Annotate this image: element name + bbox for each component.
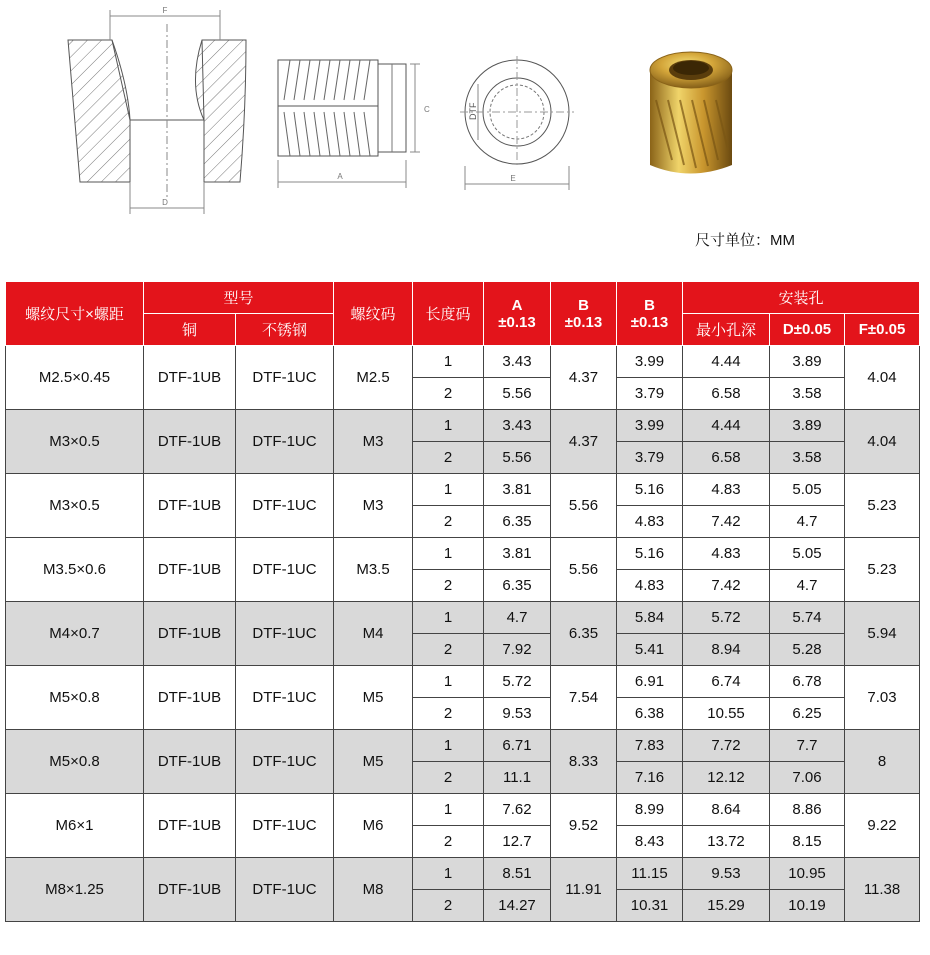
cell-length-code: 1: [413, 538, 484, 570]
cell-length-code: 1: [413, 730, 484, 762]
cell-b2: 6.38: [617, 698, 683, 730]
cell-stainless: DTF-1UC: [236, 474, 334, 538]
cell-b2: 5.16: [617, 474, 683, 506]
cell-length-code: 1: [413, 794, 484, 826]
cell-length-code: 1: [413, 410, 484, 442]
cell-b2: 7.83: [617, 730, 683, 762]
cell-size: M6×1: [6, 794, 144, 858]
cell-a: 3.81: [484, 474, 551, 506]
cell-length-code: 2: [413, 890, 484, 922]
hole-section-drawing: [68, 6, 246, 214]
header-length-code: 长度码: [413, 282, 484, 346]
cell-length-code: 2: [413, 378, 484, 410]
table-row: [6, 346, 920, 378]
cell-d: 10.19: [770, 890, 845, 922]
table-row: [6, 730, 920, 762]
cell-a: 5.56: [484, 378, 551, 410]
table-group: [6, 410, 920, 474]
table-row: [6, 666, 920, 698]
cell-d: 5.05: [770, 538, 845, 570]
header-b1: [551, 282, 617, 346]
cell-b1: 4.37: [551, 410, 617, 474]
spec-table: [5, 281, 920, 922]
cell-min-depth: 8.94: [683, 634, 770, 666]
cell-thread-code: M3.5: [334, 538, 413, 602]
cell-thread-code: M5: [334, 666, 413, 730]
cell-length-code: 2: [413, 570, 484, 602]
cell-d: 3.89: [770, 410, 845, 442]
cell-d: 3.89: [770, 346, 845, 378]
cell-b1: 9.52: [551, 794, 617, 858]
header-model: 型号: [144, 282, 334, 314]
cell-d: 6.25: [770, 698, 845, 730]
table-group: [6, 794, 920, 858]
cell-min-depth: 4.83: [683, 538, 770, 570]
cell-b2: 5.84: [617, 602, 683, 634]
cell-size: M5×0.8: [6, 666, 144, 730]
header-b1-title: B: [578, 296, 589, 314]
cell-b1: 11.91: [551, 858, 617, 922]
cell-d: 7.06: [770, 762, 845, 794]
cell-b1: 6.35: [551, 602, 617, 666]
cell-min-depth: 6.74: [683, 666, 770, 698]
cell-size: M3.5×0.6: [6, 538, 144, 602]
table-row: [6, 602, 920, 634]
cell-min-depth: 13.72: [683, 826, 770, 858]
header-b1-tol: ±0.13: [564, 313, 603, 331]
cell-d: 10.95: [770, 858, 845, 890]
cell-f: 4.04: [845, 410, 920, 474]
cell-b2: 3.99: [617, 346, 683, 378]
cell-a: 14.27: [484, 890, 551, 922]
cell-stainless: DTF-1UC: [236, 858, 334, 922]
cell-min-depth: 10.55: [683, 698, 770, 730]
cell-f: 8: [845, 730, 920, 794]
cell-thread-code: M3: [334, 410, 413, 474]
cell-a: 9.53: [484, 698, 551, 730]
table-row: [6, 538, 920, 570]
cell-b2: 5.41: [617, 634, 683, 666]
cell-a: 7.92: [484, 634, 551, 666]
cell-min-depth: 9.53: [683, 858, 770, 890]
table-group: [6, 602, 920, 666]
header-b2-title: B: [644, 296, 655, 314]
table-group: [6, 538, 920, 602]
cell-b2: 8.43: [617, 826, 683, 858]
table-group: [6, 474, 920, 538]
cell-length-code: 1: [413, 474, 484, 506]
cell-a: 3.43: [484, 410, 551, 442]
header-a-tol: ±0.13: [498, 313, 536, 331]
cell-f: 11.38: [845, 858, 920, 922]
table-row: [6, 474, 920, 506]
cell-d: 4.7: [770, 570, 845, 602]
cell-min-depth: 4.44: [683, 410, 770, 442]
table-row: [6, 794, 920, 826]
header-install-hole: 安装孔: [683, 282, 920, 314]
cell-a: 5.56: [484, 442, 551, 474]
cell-d: 5.28: [770, 634, 845, 666]
header-b2: [617, 282, 683, 346]
cell-b1: 7.54: [551, 666, 617, 730]
cell-b1: 5.56: [551, 474, 617, 538]
header-b2-tol: ±0.13: [630, 313, 669, 331]
cell-a: 6.35: [484, 506, 551, 538]
cell-length-code: 2: [413, 506, 484, 538]
cell-min-depth: 7.72: [683, 730, 770, 762]
insert-end-drawing: [460, 56, 574, 190]
cell-length-code: 1: [413, 346, 484, 378]
dim-label-d: D: [162, 198, 168, 207]
cell-copper: DTF-1UB: [144, 858, 236, 922]
header-thread-size: 螺纹尺寸×螺距: [6, 282, 144, 346]
header-min-depth: 最小孔深: [683, 314, 770, 346]
cell-min-depth: 7.42: [683, 506, 770, 538]
header-a: [484, 282, 551, 346]
cell-copper: DTF-1UB: [144, 666, 236, 730]
cell-d: 8.86: [770, 794, 845, 826]
cell-thread-code: M2.5: [334, 346, 413, 410]
cell-a: 6.71: [484, 730, 551, 762]
cell-size: M2.5×0.45: [6, 346, 144, 410]
cell-thread-code: M6: [334, 794, 413, 858]
cell-b2: 3.79: [617, 378, 683, 410]
table-row: [6, 410, 920, 442]
cell-thread-code: M4: [334, 602, 413, 666]
table-row: [6, 858, 920, 890]
header-copper: 铜: [144, 314, 236, 346]
cell-min-depth: 6.58: [683, 442, 770, 474]
cell-min-depth: 7.42: [683, 570, 770, 602]
cell-length-code: 1: [413, 858, 484, 890]
cell-length-code: 2: [413, 634, 484, 666]
cell-d: 3.58: [770, 442, 845, 474]
cell-min-depth: 4.83: [683, 474, 770, 506]
cell-a: 12.7: [484, 826, 551, 858]
table-group: [6, 666, 920, 730]
cell-b2: 7.16: [617, 762, 683, 794]
cell-a: 6.35: [484, 570, 551, 602]
cell-b2: 4.83: [617, 506, 683, 538]
cell-length-code: 2: [413, 698, 484, 730]
cell-copper: DTF-1UB: [144, 346, 236, 410]
cell-b2: 4.83: [617, 570, 683, 602]
dim-label-c: C: [424, 105, 430, 114]
dim-label-dtf: DTF: [468, 102, 478, 120]
cell-b2: 11.15: [617, 858, 683, 890]
cell-min-depth: 12.12: [683, 762, 770, 794]
dim-label-a: A: [337, 172, 343, 181]
cell-b2: 6.91: [617, 666, 683, 698]
cell-b2: 10.31: [617, 890, 683, 922]
cell-a: 11.1: [484, 762, 551, 794]
cell-size: M3×0.5: [6, 410, 144, 474]
brass-insert-photo: [650, 52, 732, 174]
cell-copper: DTF-1UB: [144, 538, 236, 602]
header-thread-code: 螺纹码: [334, 282, 413, 346]
dim-label-e: E: [510, 174, 516, 183]
cell-length-code: 2: [413, 762, 484, 794]
cell-d: 4.7: [770, 506, 845, 538]
unit-note: 尺寸单位：MM: [695, 232, 795, 249]
cell-f: 5.23: [845, 474, 920, 538]
table-group: [6, 858, 920, 922]
cell-stainless: DTF-1UC: [236, 730, 334, 794]
cell-stainless: DTF-1UC: [236, 538, 334, 602]
header-stainless: 不锈钢: [236, 314, 334, 346]
cell-min-depth: 5.72: [683, 602, 770, 634]
cell-d: 8.15: [770, 826, 845, 858]
cell-a: 3.81: [484, 538, 551, 570]
cell-size: M5×0.8: [6, 730, 144, 794]
cell-b2: 8.99: [617, 794, 683, 826]
cell-b2: 5.16: [617, 538, 683, 570]
cell-copper: DTF-1UB: [144, 474, 236, 538]
cell-a: 8.51: [484, 858, 551, 890]
cell-stainless: DTF-1UC: [236, 346, 334, 410]
cell-b1: 8.33: [551, 730, 617, 794]
table-group: [6, 730, 920, 794]
header-a-title: A: [511, 296, 523, 314]
cell-d: 3.58: [770, 378, 845, 410]
cell-copper: DTF-1UB: [144, 730, 236, 794]
cell-size: M3×0.5: [6, 474, 144, 538]
dim-label-f: F: [162, 6, 168, 15]
cell-stainless: DTF-1UC: [236, 794, 334, 858]
cell-min-depth: 6.58: [683, 378, 770, 410]
cell-min-depth: 8.64: [683, 794, 770, 826]
cell-a: 7.62: [484, 794, 551, 826]
cell-d: 7.7: [770, 730, 845, 762]
cell-thread-code: M3: [334, 474, 413, 538]
cell-min-depth: 4.44: [683, 346, 770, 378]
header-f-tol: F±0.05: [845, 314, 920, 346]
cell-f: 5.94: [845, 602, 920, 666]
cell-min-depth: 15.29: [683, 890, 770, 922]
cell-f: 4.04: [845, 346, 920, 410]
cell-b1: 4.37: [551, 346, 617, 410]
insert-side-drawing: [278, 60, 430, 188]
cell-stainless: DTF-1UC: [236, 666, 334, 730]
cell-d: 6.78: [770, 666, 845, 698]
cell-b1: 5.56: [551, 538, 617, 602]
cell-length-code: 1: [413, 602, 484, 634]
cell-f: 9.22: [845, 794, 920, 858]
cell-a: 5.72: [484, 666, 551, 698]
cell-b2: 3.79: [617, 442, 683, 474]
cell-stainless: DTF-1UC: [236, 602, 334, 666]
cell-length-code: 2: [413, 442, 484, 474]
cell-f: 7.03: [845, 666, 920, 730]
cell-size: M4×0.7: [6, 602, 144, 666]
cell-a: 3.43: [484, 346, 551, 378]
cell-copper: DTF-1UB: [144, 602, 236, 666]
table-group: [6, 346, 920, 410]
cell-size: M8×1.25: [6, 858, 144, 922]
cell-length-code: 1: [413, 666, 484, 698]
cell-length-code: 2: [413, 826, 484, 858]
cell-b2: 3.99: [617, 410, 683, 442]
cell-stainless: DTF-1UC: [236, 410, 334, 474]
cell-thread-code: M5: [334, 730, 413, 794]
cell-d: 5.05: [770, 474, 845, 506]
cell-f: 5.23: [845, 538, 920, 602]
cell-copper: DTF-1UB: [144, 794, 236, 858]
cell-a: 4.7: [484, 602, 551, 634]
cell-thread-code: M8: [334, 858, 413, 922]
header-d-tol: D±0.05: [770, 314, 845, 346]
cell-d: 5.74: [770, 602, 845, 634]
cell-copper: DTF-1UB: [144, 410, 236, 474]
